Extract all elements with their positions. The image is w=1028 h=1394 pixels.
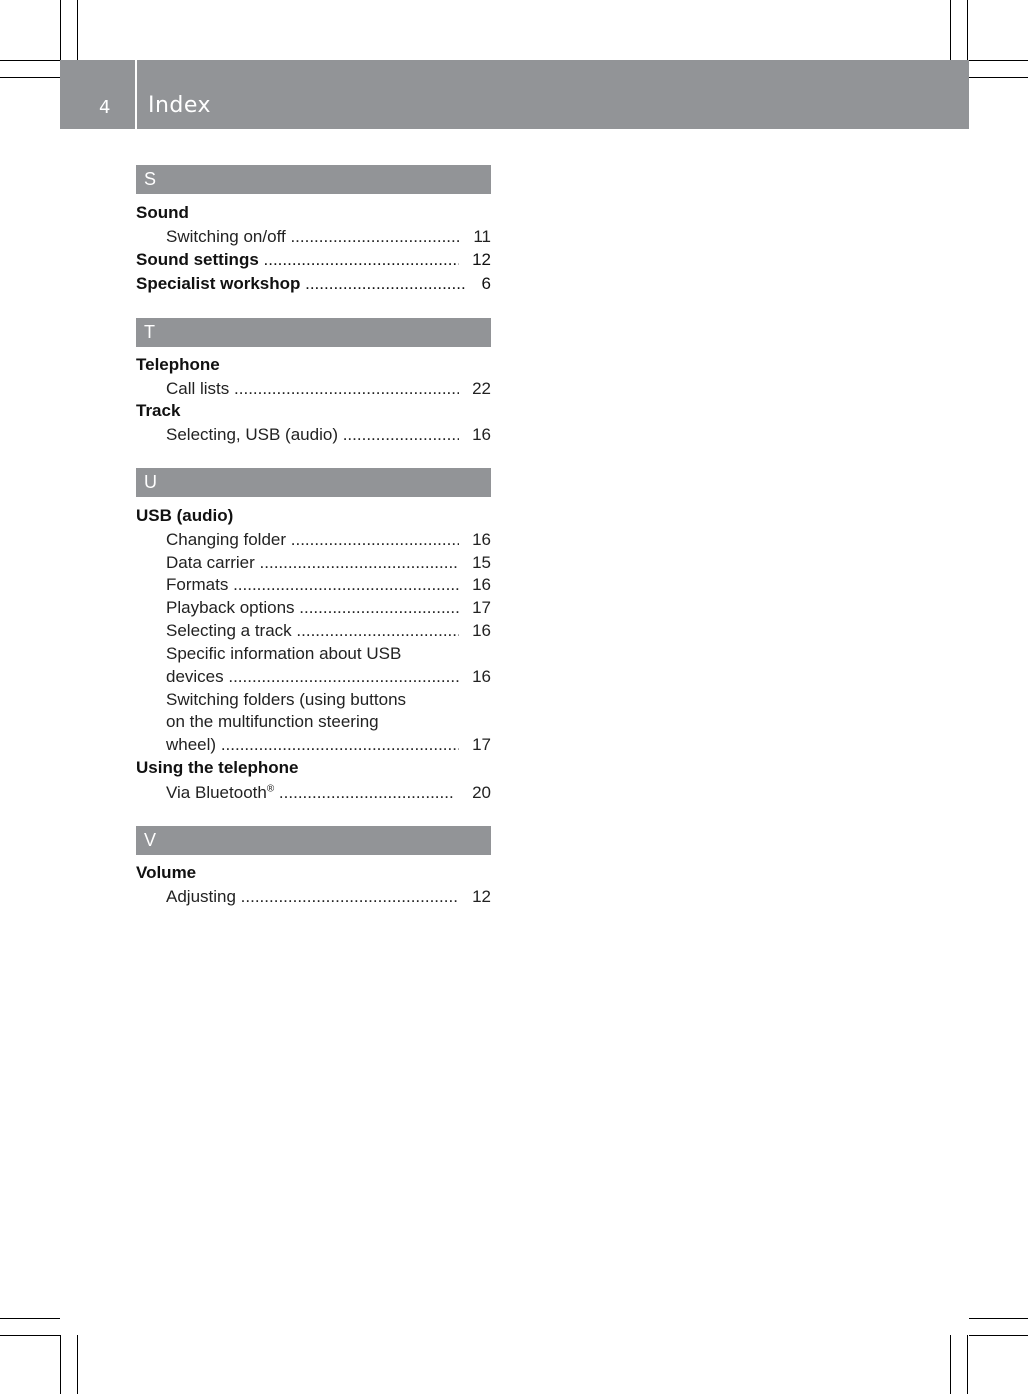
index-entry-page: 16: [472, 667, 491, 686]
index-entry-page: 16: [472, 621, 491, 640]
crop-mark: [0, 77, 60, 78]
letter-bar-t: T: [136, 318, 491, 347]
index-entry-text: Call lists: [166, 379, 230, 398]
index-entry-page: 22: [472, 379, 491, 398]
index-entry-page: 12: [472, 250, 491, 269]
crop-mark: [969, 1335, 1028, 1336]
index-entry[interactable]: [166, 528, 491, 551]
index-entry-text: Telephone: [136, 355, 220, 374]
index-entry[interactable]: [136, 272, 491, 295]
crop-mark: [0, 60, 60, 61]
index-entry[interactable]: [166, 377, 491, 400]
index-entry-text: Sound: [136, 203, 189, 222]
crop-mark: [950, 0, 951, 60]
index-entry-continued: [166, 642, 491, 665]
index-entry-text: Selecting a track: [166, 621, 292, 640]
index-entry-text: on the multifunction steering: [166, 712, 379, 731]
index-entry-page: 15: [472, 553, 491, 572]
index-entry[interactable]: [166, 551, 491, 574]
page-title: Index: [148, 93, 212, 118]
index-entry-text: Track: [136, 401, 181, 420]
index-entry[interactable]: [136, 399, 491, 422]
index-entry-text: Via Bluetooth: [166, 783, 267, 802]
crop-mark: [950, 1335, 951, 1394]
crop-mark: [77, 1335, 78, 1394]
index-entry-page: 16: [472, 425, 491, 444]
index-entry[interactable]: [166, 573, 491, 596]
index-entry-text: USB (audio): [136, 506, 234, 525]
index-entry[interactable]: [136, 861, 491, 884]
index-entry-text: Selecting, USB (audio): [166, 425, 338, 444]
index-entry[interactable]: [166, 596, 491, 619]
index-entry-continued: [166, 710, 491, 733]
index-entry-text: devices: [166, 667, 224, 686]
letter-bar-s: S: [136, 165, 491, 194]
index-entry-text: Adjusting: [166, 887, 236, 906]
index-entry[interactable]: [136, 353, 491, 376]
index-entry-text: Switching on/off: [166, 227, 286, 246]
index-entry-page: 6: [481, 274, 491, 293]
crop-mark: [969, 60, 1028, 61]
header-divider: [135, 60, 137, 129]
crop-mark: [60, 0, 61, 60]
index-entry[interactable]: [166, 423, 491, 446]
index-entry[interactable]: [136, 504, 491, 527]
crop-mark: [0, 1335, 60, 1336]
index-entry[interactable]: [136, 248, 491, 271]
index-entry-text: Data carrier: [166, 553, 255, 572]
index-entry-text: Switching folders (using buttons: [166, 690, 407, 709]
index-entry-text: Sound settings: [136, 250, 259, 269]
crop-mark: [967, 0, 968, 60]
index-entry-page: 11: [473, 227, 491, 246]
index-entry[interactable]: [166, 781, 491, 804]
index-entry-page: 17: [472, 735, 491, 754]
index-entry[interactable]: [166, 225, 491, 248]
index-entry-page: 16: [472, 530, 491, 549]
index-entry-page: 12: [472, 887, 491, 906]
index-entry[interactable]: [136, 201, 491, 224]
index-entry[interactable]: [166, 733, 491, 756]
index-entry-page: 20: [472, 783, 491, 802]
index-entry-text: Specific information about USB: [166, 644, 402, 663]
index-entry-page: 17: [472, 598, 491, 617]
index-entry-text-wrap: [166, 783, 274, 802]
index-entry[interactable]: [166, 619, 491, 642]
crop-mark: [967, 1335, 968, 1394]
index-entry-text: Formats: [166, 575, 229, 594]
index-entry-text: Using the telephone: [136, 758, 299, 777]
index-entry-page: 16: [472, 575, 491, 594]
crop-mark: [969, 1318, 1028, 1319]
crop-mark: [969, 77, 1028, 78]
crop-mark: [77, 0, 78, 60]
letter-bar-v: V: [136, 826, 491, 855]
index-entry-text: wheel): [166, 735, 217, 754]
letter-bar-u: U: [136, 468, 491, 497]
index-entry[interactable]: [166, 665, 491, 688]
index-entry-text: Specialist workshop: [136, 274, 301, 293]
index-entry-text: Volume: [136, 863, 197, 882]
index-entry[interactable]: [166, 885, 491, 908]
registered-mark: ®: [266, 783, 275, 795]
crop-mark: [0, 1318, 60, 1319]
index-entry-text: Changing folder: [166, 530, 287, 549]
index-entry-continued: [166, 688, 491, 711]
index-entry-text: Playback options: [166, 598, 295, 617]
index-entry[interactable]: [136, 756, 491, 779]
page-number: 4: [99, 97, 111, 118]
crop-mark: [60, 1335, 61, 1394]
